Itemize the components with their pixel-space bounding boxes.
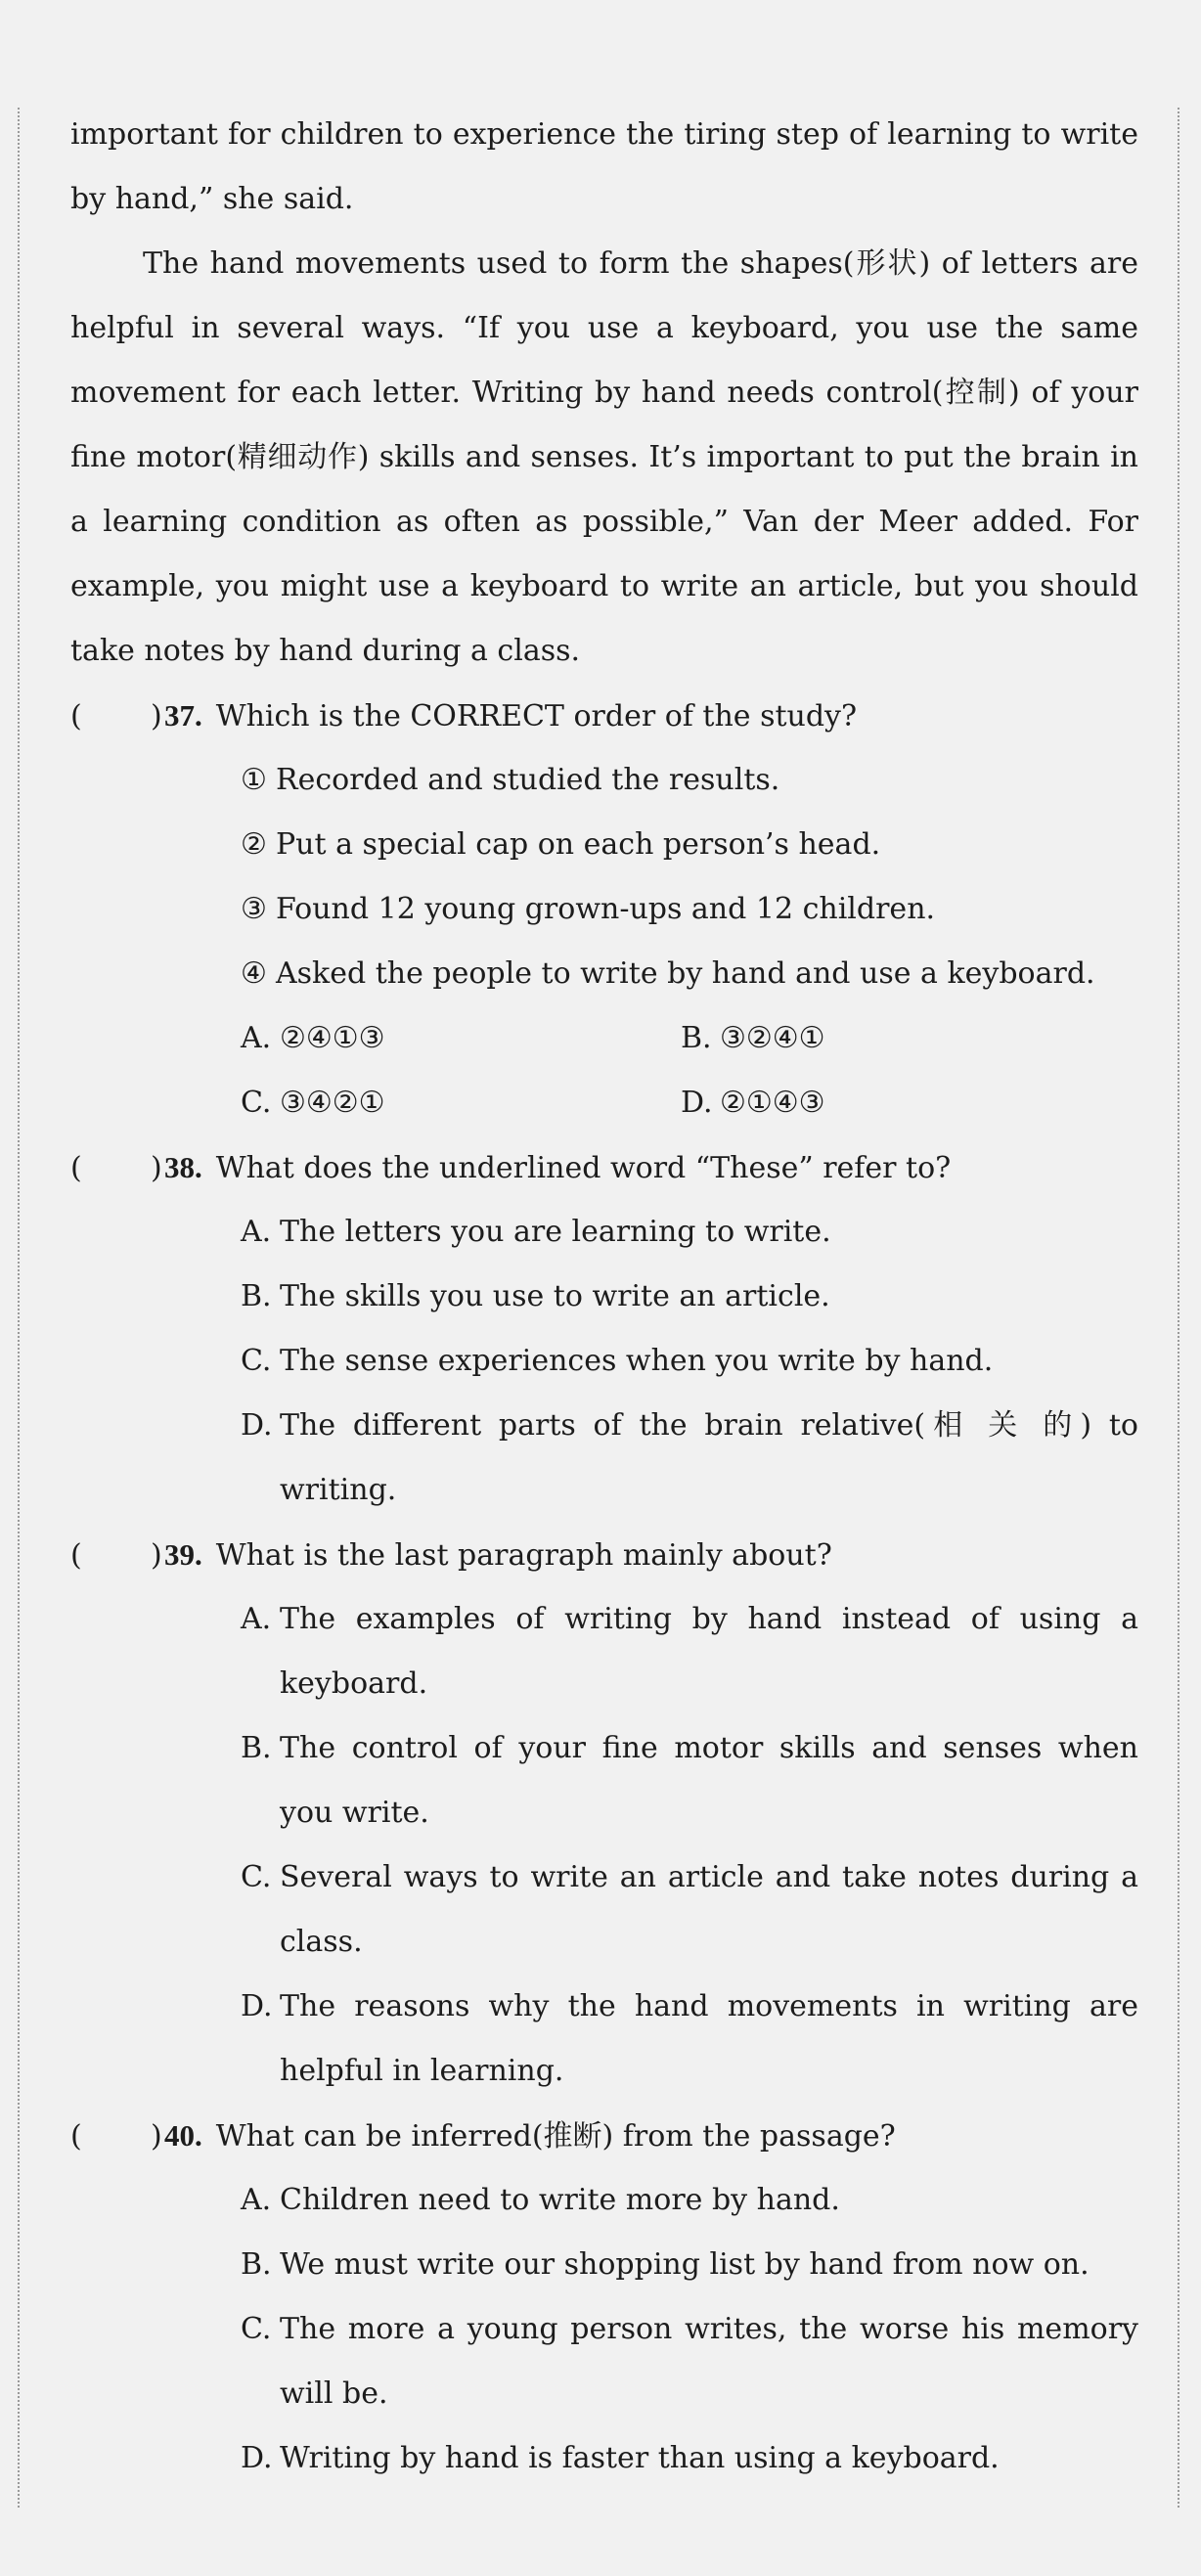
- question-38: [70, 1135, 1138, 1523]
- study-step: ④ Asked the people to write by hand and use a keyboard.: [241, 956, 1095, 991]
- option-d[interactable]: D. The different parts of the brain relative(相 关 的) to writing.: [241, 1408, 1138, 1507]
- question-number: 39.: [164, 1537, 202, 1572]
- option-d[interactable]: D. Writing by hand is faster than using a keyboard.: [241, 2441, 1000, 2475]
- option-a[interactable]: A. ②④①③: [241, 1021, 385, 1055]
- passage-paragraph-continued: important for children to experience the tiring step of learning to write by hand,” she said.: [70, 117, 1138, 216]
- answer-blank-close: ): [151, 2119, 162, 2154]
- option-c[interactable]: C. ③④②①: [241, 1086, 385, 1120]
- question-37: [70, 684, 1138, 1135]
- option-a[interactable]: A. The examples of writing by hand instead of using a keyboard.: [241, 1602, 1138, 1701]
- option-d[interactable]: D. ②①④③: [681, 1086, 825, 1120]
- question-text: What is the last paragraph mainly about?: [215, 1538, 832, 1573]
- question-text: What does the underlined word “These” refer to?: [215, 1151, 952, 1185]
- option-b[interactable]: B. The skills you use to write an article.: [241, 1279, 830, 1313]
- option-a[interactable]: A. Children need to write more by hand.: [241, 2183, 840, 2217]
- answer-blank-open[interactable]: (: [70, 1151, 82, 1185]
- option-b[interactable]: B. ③②④①: [681, 1021, 825, 1055]
- question-39: [70, 1523, 1138, 2104]
- answer-blank-open[interactable]: (: [70, 699, 82, 733]
- question-number: 37.: [164, 698, 202, 733]
- option-c[interactable]: C. Several ways to write an article and take notes during a class.: [241, 1860, 1138, 1959]
- study-step: ① Recorded and studied the results.: [241, 763, 780, 797]
- answer-blank-close: ): [151, 1151, 162, 1185]
- right-margin-dotted-line: [1178, 108, 1179, 2508]
- question-text: What can be inferred(推断) from the passage?: [215, 2119, 896, 2154]
- answer-blank-open[interactable]: (: [70, 1538, 82, 1573]
- study-step: ③ Found 12 young grown-ups and 12 children.: [241, 892, 936, 926]
- option-b[interactable]: B. The control of your fine motor skills and senses when you write.: [241, 1731, 1138, 1830]
- question-text: Which is the CORRECT order of the study?: [215, 699, 858, 733]
- option-a[interactable]: A. The letters you are learning to write.: [241, 1215, 831, 1249]
- question-40: [70, 2104, 1138, 2491]
- study-step: ② Put a special cap on each person’s head.: [241, 827, 881, 862]
- question-number: 40.: [164, 2118, 202, 2153]
- left-margin-dotted-line: [18, 108, 20, 2508]
- option-c[interactable]: C. The sense experiences when you write by hand.: [241, 1344, 994, 1378]
- passage-paragraph: The hand movements used to form the shapes(形状) of letters are helpful in several ways. “If you use a keyboard, you use the same movement for each letter. Writing by hand needs control(控制) of your fine motor(精细动作) skills and senses. It’s important to put the brain in a learning condition as often as possible,” Van der Meer added. For example, you might use a keyboard to write an article, but you should take notes by hand during a class.: [70, 246, 1138, 668]
- answer-blank-close: ): [151, 699, 162, 733]
- option-d[interactable]: D. The reasons why the hand movements in writing are helpful in learning.: [241, 1989, 1138, 2088]
- question-number: 38.: [164, 1150, 202, 1184]
- answer-blank-close: ): [151, 1538, 162, 1573]
- answer-blank-open[interactable]: (: [70, 2119, 82, 2154]
- page-content: [70, 103, 1138, 2491]
- option-c[interactable]: C. The more a young person writes, the worse his memory will be.: [241, 2312, 1138, 2411]
- option-b[interactable]: B. We must write our shopping list by hand from now on.: [241, 2247, 1090, 2282]
